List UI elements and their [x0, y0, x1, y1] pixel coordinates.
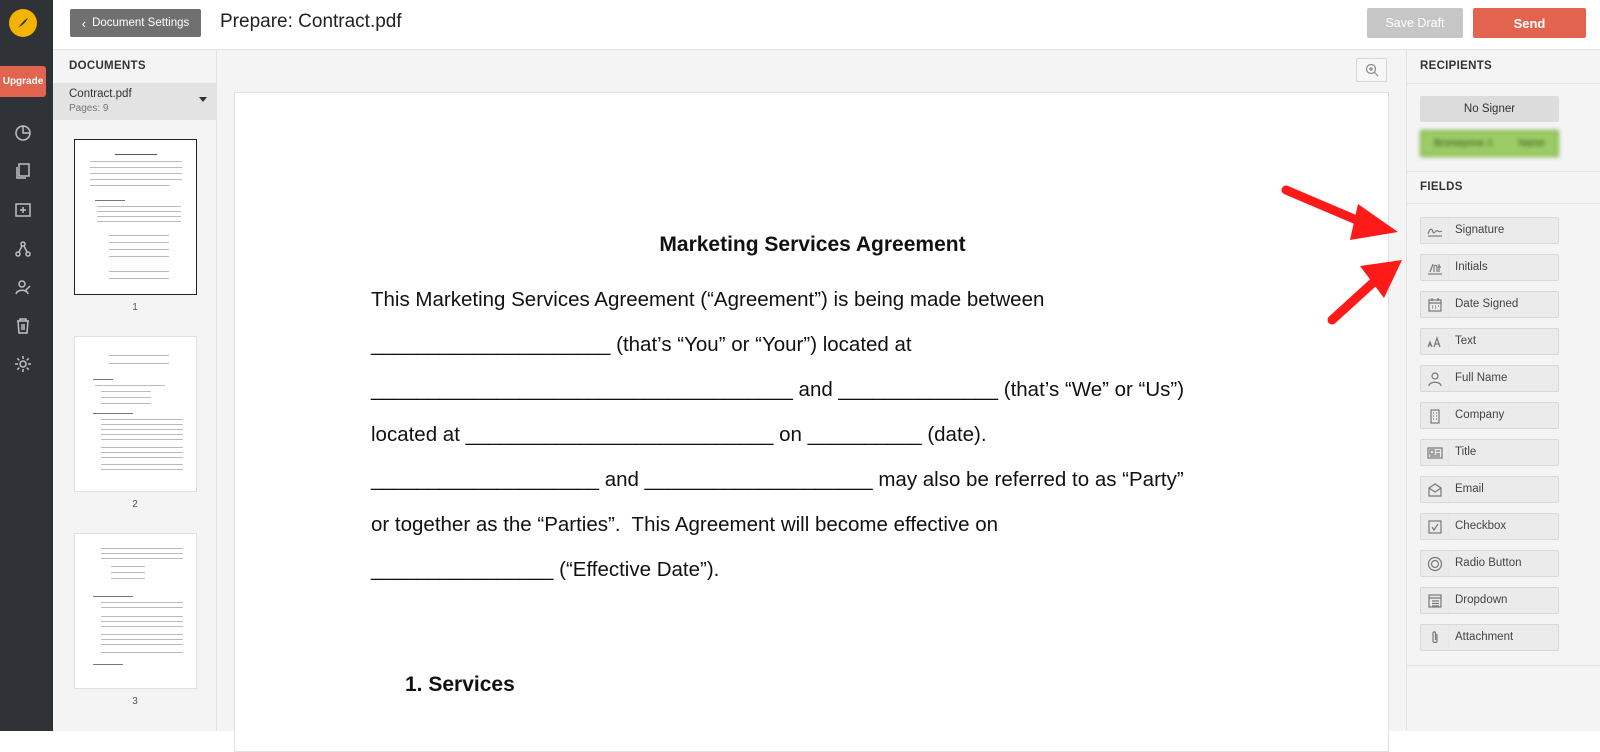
agreement-line: This Marketing Services Agreement (“Agreement”) is being made between [371, 288, 1045, 311]
page-thumbnail-3[interactable] [74, 533, 197, 689]
document-selector[interactable] [53, 83, 217, 120]
field-label: Dropdown [1455, 594, 1508, 606]
send-button[interactable]: Send [1473, 8, 1586, 38]
zoom-in-icon [1365, 63, 1379, 77]
zoom-in-button[interactable] [1356, 58, 1387, 82]
field-label: Email [1455, 483, 1484, 495]
document-settings-button[interactable] [70, 9, 201, 37]
checkbox-icon [1421, 514, 1449, 539]
agreement-line: _____________________ (that’s “You” or “Your”) located at [371, 333, 912, 356]
agreement-line: ____________________ and ____________________ may also be referred to as “Party” [371, 468, 1184, 491]
signer-chip[interactable] [1420, 130, 1559, 157]
agreement-line: _____________________________________ and ______________ (that’s “We” or “Us”) [371, 378, 1185, 401]
documents-panel [53, 50, 217, 731]
radio-icon [1421, 551, 1449, 576]
field-checkbox[interactable] [1420, 513, 1559, 540]
page-thumbnail-number: 2 [132, 499, 138, 510]
settings-gear-icon[interactable] [12, 353, 34, 375]
page-thumbnail-number: 1 [132, 302, 138, 313]
save-draft-button[interactable]: Save Draft [1367, 8, 1463, 38]
field-email[interactable] [1420, 476, 1559, 503]
page-thumbnail-number: 3 [132, 696, 138, 707]
field-label: Signature [1455, 224, 1505, 236]
documents-heading: DOCUMENTS [69, 60, 146, 72]
field-label: Checkbox [1455, 520, 1507, 532]
field-label: Text [1455, 335, 1477, 347]
templates-icon[interactable] [12, 199, 34, 221]
signature-icon [1421, 218, 1449, 243]
field-title[interactable] [1420, 439, 1559, 466]
upgrade-button[interactable]: Upgrade [0, 66, 46, 97]
document-page-count: Pages: 9 [69, 103, 109, 114]
page-thumbnail-2[interactable] [74, 336, 197, 492]
id-card-icon [1421, 440, 1449, 465]
dropdown-icon [1421, 588, 1449, 613]
field-date-signed[interactable] [1420, 291, 1559, 318]
app-logo-icon[interactable] [9, 9, 37, 37]
field-dropdown[interactable] [1420, 587, 1559, 614]
field-label: Full Name [1455, 372, 1508, 384]
field-label: Attachment [1455, 631, 1514, 643]
document-settings-label: Document Settings [92, 17, 190, 29]
dashboard-pie-icon[interactable] [12, 122, 34, 144]
field-label: Company [1455, 409, 1505, 421]
document-file-name: Contract.pdf [69, 88, 132, 100]
section-heading: 1. Services [405, 673, 515, 696]
annotation-arrow-icon [1280, 180, 1410, 330]
agreement-line: or together as the “Parties”. This Agreement will become effective on [371, 513, 999, 536]
divider [1407, 171, 1600, 172]
building-icon [1421, 403, 1449, 428]
divider [1407, 203, 1600, 204]
document-canvas [217, 50, 1406, 731]
field-label: Radio Button [1455, 557, 1522, 569]
trash-icon[interactable] [12, 315, 34, 337]
documents-icon[interactable] [12, 160, 34, 182]
paperclip-icon [1421, 625, 1449, 650]
field-radio-button[interactable] [1420, 550, 1559, 577]
field-label: Initials [1455, 261, 1488, 273]
chevron-left-icon: ‹ [81, 15, 87, 31]
field-company[interactable] [1420, 402, 1559, 429]
field-initials[interactable] [1420, 254, 1559, 281]
caret-down-icon [199, 97, 207, 102]
right-panel [1406, 50, 1600, 731]
left-nav-rail [0, 0, 53, 731]
agreement-line: ________________ (“Effective Date”). [371, 558, 720, 581]
fields-heading: FIELDS [1420, 181, 1463, 193]
field-text[interactable] [1420, 328, 1559, 355]
workflow-icon[interactable] [12, 238, 34, 260]
person-icon [1421, 366, 1449, 391]
signer-name: Bronwynne J. [1434, 138, 1495, 149]
divider [1407, 83, 1600, 84]
no-signer-button[interactable]: No Signer [1420, 96, 1559, 122]
calendar-icon [1421, 292, 1449, 317]
text-icon [1421, 329, 1449, 354]
field-signature[interactable] [1420, 217, 1559, 244]
field-attachment[interactable] [1420, 624, 1559, 651]
page-thumbnail-1[interactable] [74, 139, 197, 295]
field-full-name[interactable] [1420, 365, 1559, 392]
recipients-heading: RECIPIENTS [1420, 60, 1493, 72]
initials-icon [1421, 255, 1449, 280]
field-label: Title [1455, 446, 1477, 458]
top-bar [53, 0, 1600, 50]
divider [1407, 665, 1600, 666]
signer-icon[interactable] [12, 276, 34, 298]
agreement-title: Marketing Services Agreement [659, 233, 966, 256]
field-label: Date Signed [1455, 298, 1519, 310]
page-title: Prepare: Contract.pdf [220, 11, 402, 32]
document-page[interactable] [234, 92, 1389, 752]
envelope-icon [1421, 477, 1449, 502]
signer-role: Name [1518, 138, 1545, 149]
agreement-line: located at ___________________________ on __________ (date). [371, 423, 987, 446]
